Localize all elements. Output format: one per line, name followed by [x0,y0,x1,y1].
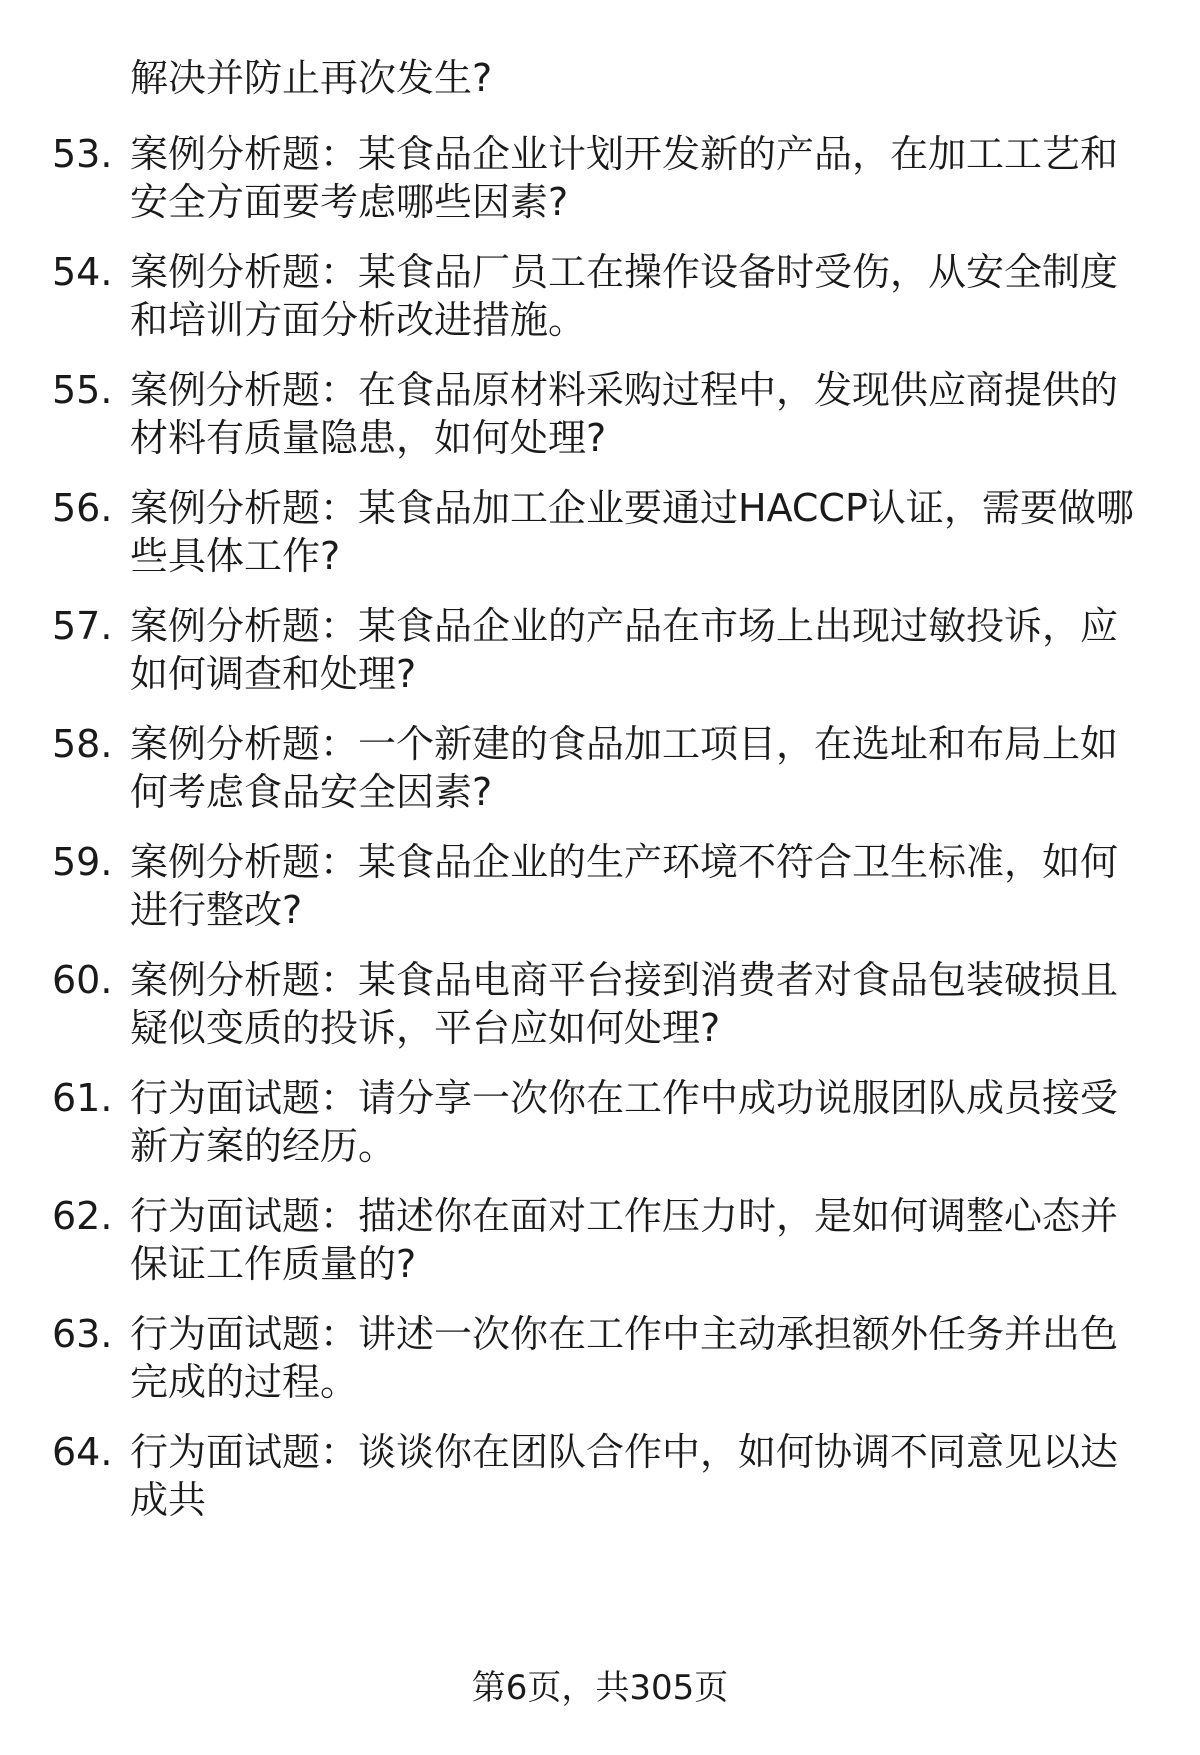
question-text: 行为面试题：谈谈你在团队合作中，如何协调不同意见以达成共 [130,1430,1119,1522]
page-footer: 第6页，共305页 [471,1668,729,1708]
question-text: 案例分析题：某食品企业的产品在市场上出现过敏投诉，应如何调查和处理? [130,604,1119,696]
question-number: 57. [52,604,113,648]
question-text: 案例分析题：某食品企业的生产环境不符合卫生标准，如何进行整改? [130,840,1119,932]
question-text: 案例分析题：某食品加工企业要通过HACCP认证，需要做哪些具体工作? [130,486,1134,578]
question-text: 案例分析题：某食品厂员工在操作设备时受伤，从安全制度和培训方面分析改进措施。 [130,250,1119,342]
question-number: 54. [52,250,113,294]
question-number: 61. [52,1076,113,1120]
question-text: 案例分析题：某食品企业计划开发新的产品，在加工工艺和安全方面要考虑哪些因素? [130,132,1119,224]
question-number: 63. [52,1312,113,1356]
question-number: 56. [52,486,113,530]
question-number: 60. [52,958,113,1002]
question-text: 案例分析题：在食品原材料采购过程中，发现供应商提供的材料有质量隐患，如何处理? [130,368,1119,460]
question-text: 案例分析题：一个新建的食品加工项目，在选址和布局上如何考虑食品安全因素? [130,722,1119,814]
question-number: 64. [52,1430,113,1474]
question-number: 62. [52,1194,113,1238]
question-text: 行为面试题：描述你在面对工作压力时，是如何调整心态并保证工作质量的? [130,1194,1119,1286]
question-number: 55. [52,368,113,412]
question-text: 行为面试题：讲述一次你在工作中主动承担额外任务并出色完成的过程。 [130,1312,1119,1404]
question-number: 59. [52,840,113,884]
question-text: 解决并防止再次发生? [130,56,493,100]
question-number: 53. [52,132,113,176]
question-number: 58. [52,722,113,766]
question-text: 行为面试题：请分享一次你在工作中成功说服团队成员接受新方案的经历。 [130,1076,1119,1168]
question-text: 案例分析题：某食品电商平台接到消费者对食品包装破损且疑似变质的投诉，平台应如何处理? [130,958,1119,1050]
